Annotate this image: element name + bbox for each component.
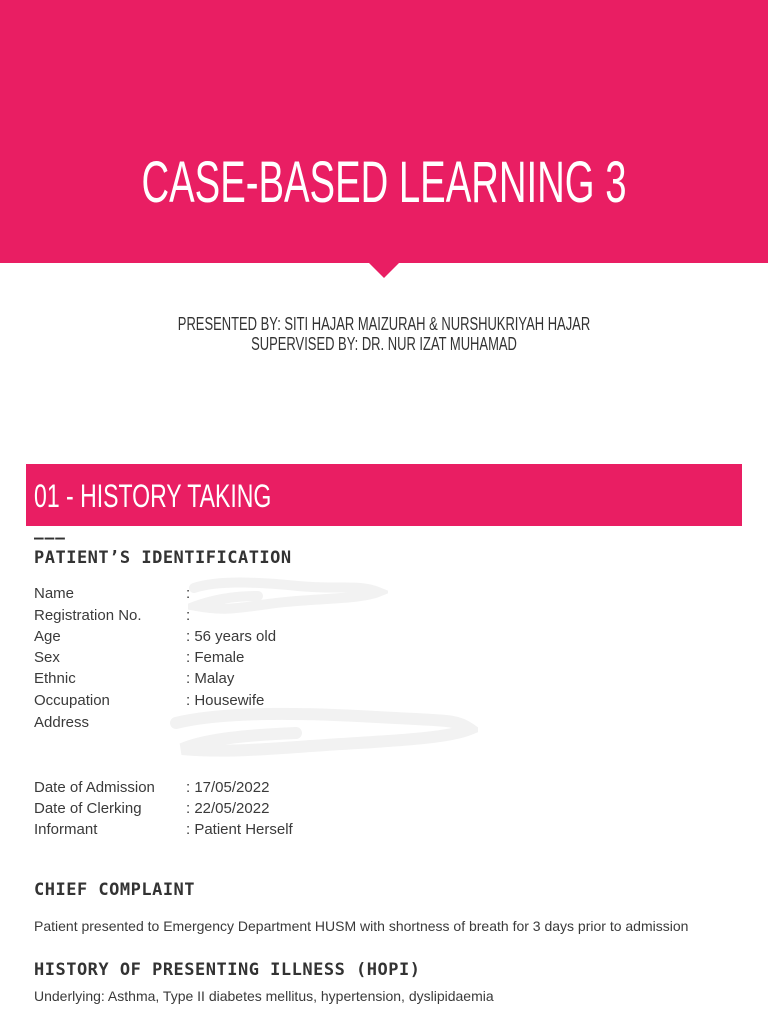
row-label: Sex <box>34 649 60 666</box>
row-value: : <box>186 585 191 602</box>
hopi-text: Underlying: Asthma, Type II diabetes mellitus, hypertension, dyslipidaemia <box>34 988 494 1004</box>
document-title: CASE-BASED LEARNING 3 <box>141 150 627 215</box>
row-value: : <box>186 607 191 624</box>
row-value: : Patient Herself <box>186 821 293 838</box>
credits-block <box>0 314 768 354</box>
row-label: Ethnic <box>34 670 76 687</box>
presented-by: PRESENTED BY: SITI HAJAR MAIZURAH & NURSHUKRIYAH HAJAR <box>177 314 591 334</box>
supervised-by: SUPERVISED BY: DR. NUR IZAT MUHAMAD <box>251 334 517 354</box>
section-title: 01 - HISTORY TAKING <box>34 478 272 514</box>
row-value: : Malay <box>186 670 235 687</box>
row-value: : 22/05/2022 <box>186 800 270 817</box>
row-label: Date of Admission <box>34 779 155 796</box>
patient-identification-heading: PATIENT’S IDENTIFICATION <box>34 548 292 568</box>
id-row-ethnic <box>34 670 234 688</box>
row-value: : Female <box>186 649 245 666</box>
row-label: Age <box>34 628 61 645</box>
row-label: Date of Clerking <box>34 800 142 817</box>
row-label: Address <box>34 714 90 731</box>
row-value: : 56 years old <box>186 628 277 645</box>
id-row-registration <box>34 607 190 625</box>
admission-row-informant <box>34 821 293 839</box>
redaction-mark-name <box>188 576 388 616</box>
id-row-sex <box>34 649 244 667</box>
title-banner <box>0 0 768 263</box>
row-value: : 17/05/2022 <box>186 779 270 796</box>
id-row-name <box>34 585 190 603</box>
chief-complaint-text: Patient presented to Emergency Department HUSM with shortness of breath for 3 days prior to admission <box>34 918 689 934</box>
id-row-age <box>34 628 276 646</box>
row-value: : Housewife <box>186 692 265 709</box>
row-label: Occupation <box>34 692 110 709</box>
section-divider: ——— <box>34 528 66 547</box>
row-label: Name <box>34 585 75 602</box>
section-header-bar <box>26 464 742 526</box>
row-label: Informant <box>34 821 98 838</box>
redaction-mark-address <box>166 705 478 761</box>
row-label: Registration No. <box>34 607 142 624</box>
admission-row-clerking <box>34 800 269 818</box>
id-row-address <box>34 714 186 732</box>
banner-pointer <box>368 262 400 278</box>
chief-complaint-heading: CHIEF COMPLAINT <box>34 880 196 900</box>
admission-row-date <box>34 779 269 797</box>
hopi-heading: HISTORY OF PRESENTING ILLNESS (HOPI) <box>34 960 421 980</box>
